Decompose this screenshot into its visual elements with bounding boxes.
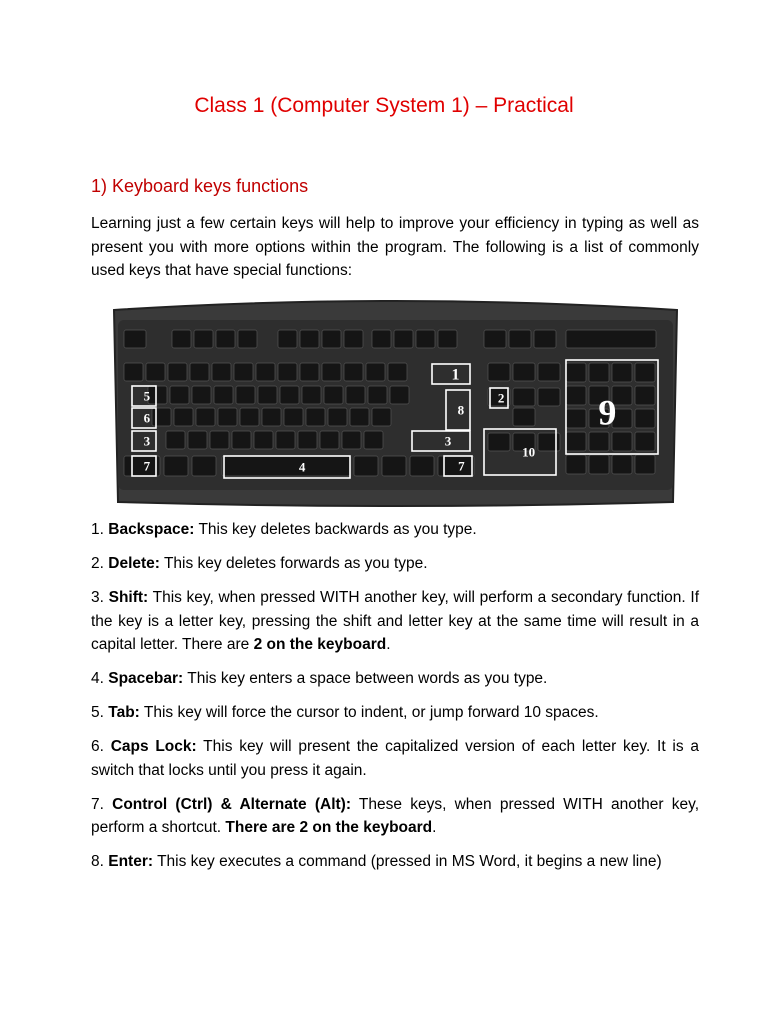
- callout-number: 8: [457, 402, 465, 418]
- keyboard-key: [300, 363, 319, 381]
- key-function-list: [91, 518, 699, 884]
- callout-number: 10: [522, 444, 536, 460]
- keyboard-key: [234, 363, 253, 381]
- keyboard-key: [124, 363, 143, 381]
- callout-number: 3: [143, 433, 151, 449]
- keyboard-key: [635, 363, 655, 382]
- keyboard-key: [635, 455, 655, 474]
- keyboard-illustration: [110, 296, 681, 508]
- list-item: 7. Control (Ctrl) & Alternate (Alt): These keys, when pressed WITH another key, perform a shortcut. There are 2 on the keyboard.: [91, 795, 699, 836]
- keyboard-key: [146, 363, 165, 381]
- keyboard-key: [394, 330, 413, 348]
- keyboard-key: [342, 431, 361, 449]
- keyboard-key: [172, 330, 191, 348]
- page-title: Class 1 (Computer System 1) – Practical: [194, 94, 574, 117]
- keyboard-key: [192, 386, 211, 404]
- keyboard-key: [350, 408, 369, 426]
- keyboard-key: [612, 432, 632, 451]
- keyboard-key: [328, 408, 347, 426]
- keyboard-key: [513, 408, 535, 426]
- keyboard-key: [190, 363, 209, 381]
- callout-number: 2: [497, 390, 505, 406]
- keyboard-key: [538, 363, 560, 381]
- keyboard-key: [566, 409, 586, 428]
- keyboard-key: [509, 330, 531, 348]
- keyboard-key: [254, 431, 273, 449]
- keyboard-key: [484, 330, 506, 348]
- keyboard-key: [589, 455, 609, 474]
- list-item: 6. Caps Lock: This key will present the capitalized version of each letter key. It is a switch that locks until you press it again.: [91, 738, 699, 779]
- keyboard-key: [192, 456, 216, 476]
- keyboard-key: [612, 455, 632, 474]
- keyboard-key: [324, 386, 343, 404]
- intro-paragraph: Learning just a few certain keys will help to improve your efficiency in typing as well as present you with more options within the program. The following is a list of commonly used keys that have special functions:: [91, 215, 699, 279]
- list-item: 5. Tab: This key will force the cursor to indent, or jump forward 10 spaces.: [91, 704, 599, 721]
- list-item: 8. Enter: This key executes a command (pressed in MS Word, it begins a new line): [91, 853, 662, 870]
- callout-number: 5: [143, 388, 151, 404]
- keyboard-key: [513, 388, 535, 406]
- keyboard-key: [488, 363, 510, 381]
- keyboard-key: [344, 363, 363, 381]
- keyboard-key: [538, 388, 560, 406]
- keyboard-key: [280, 386, 299, 404]
- keyboard-key: [344, 330, 363, 348]
- keyboard-key: [416, 330, 435, 348]
- keyboard-key: [194, 330, 213, 348]
- keyboard-key: [354, 456, 378, 476]
- keyboard-key: [258, 386, 277, 404]
- keyboard-key: [232, 431, 251, 449]
- keyboard-key: [238, 330, 257, 348]
- keyboard-key: [589, 363, 609, 382]
- keyboard-key: [256, 363, 275, 381]
- keyboard-key: [236, 386, 255, 404]
- keyboard-key: [322, 330, 341, 348]
- keyboard-key: [188, 431, 207, 449]
- callout-number: 1: [451, 366, 460, 384]
- keyboard-key: [388, 363, 407, 381]
- keyboard-key: [148, 386, 167, 404]
- keyboard-key: [212, 363, 231, 381]
- keyboard-key: [438, 330, 457, 348]
- keyboard-key: [635, 432, 655, 451]
- keyboard-key: [124, 456, 160, 476]
- keyboard-key: [566, 363, 586, 382]
- keyboard-key: [322, 363, 341, 381]
- list-item: 1. Backspace: This key deletes backwards as you type.: [91, 521, 477, 538]
- keyboard-key: [320, 431, 339, 449]
- keyboard-key: [410, 456, 434, 476]
- keyboard-key: [364, 431, 383, 449]
- callout-number: 6: [143, 410, 151, 426]
- keyboard-key: [390, 386, 409, 404]
- keyboard-key: [166, 431, 185, 449]
- keyboard-key: [566, 455, 586, 474]
- callout-number: 7: [458, 458, 465, 474]
- section-heading: 1) Keyboard keys functions: [91, 176, 309, 196]
- keyboard-key: [124, 330, 146, 348]
- keyboard-key: [612, 363, 632, 382]
- keyboard-key: [566, 386, 586, 405]
- keyboard-key: [368, 386, 387, 404]
- keyboard-key: [372, 408, 391, 426]
- keyboard-key: [214, 386, 233, 404]
- keyboard-key: [216, 330, 235, 348]
- keyboard-key: [372, 330, 391, 348]
- keyboard-key: [164, 456, 188, 476]
- keyboard-key: [276, 431, 295, 449]
- list-item: 2. Delete: This key deletes forwards as you type.: [91, 555, 428, 572]
- keyboard-key: [278, 363, 297, 381]
- keyboard-key: [168, 363, 187, 381]
- keyboard-key: [346, 386, 365, 404]
- keyboard-image: [110, 296, 681, 508]
- keyboard-key: [589, 432, 609, 451]
- callout-number: 7: [143, 458, 151, 474]
- keyboard-key: [170, 386, 189, 404]
- keyboard-key: [284, 408, 303, 426]
- keyboard-key: [298, 431, 317, 449]
- callout-number: 4: [298, 459, 306, 475]
- keyboard-key: [300, 330, 319, 348]
- keyboard-key: [488, 433, 510, 451]
- callout-number: 3: [444, 433, 452, 449]
- keyboard-key: [262, 408, 281, 426]
- keyboard-key: [513, 363, 535, 381]
- keyboard-key: [382, 456, 406, 476]
- keyboard-key: [635, 409, 655, 428]
- keyboard-key: [196, 408, 215, 426]
- list-item: 4. Spacebar: This key enters a space between words as you type.: [91, 670, 548, 687]
- keyboard-key: [218, 408, 237, 426]
- keyboard-key: [302, 386, 321, 404]
- keyboard-key: [152, 408, 171, 426]
- keyboard-key: [566, 330, 656, 348]
- keyboard-key: [240, 408, 259, 426]
- keyboard-key: [366, 363, 385, 381]
- keyboard-key: [210, 431, 229, 449]
- keyboard-key: [566, 432, 586, 451]
- keyboard-key: [534, 330, 556, 348]
- keyboard-key: [306, 408, 325, 426]
- keyboard-key: [174, 408, 193, 426]
- keyboard-key: [222, 456, 350, 476]
- list-item: 3. Shift: This key, when pressed WITH another key, will perform a secondary function. If the key is a letter key, pressing the shift and letter key at the same time will result in a capital letter. There are 2 on the keyboard.: [91, 589, 700, 653]
- keyboard-key: [278, 330, 297, 348]
- callout-number: 9: [598, 392, 617, 433]
- keyboard-key: [635, 386, 655, 405]
